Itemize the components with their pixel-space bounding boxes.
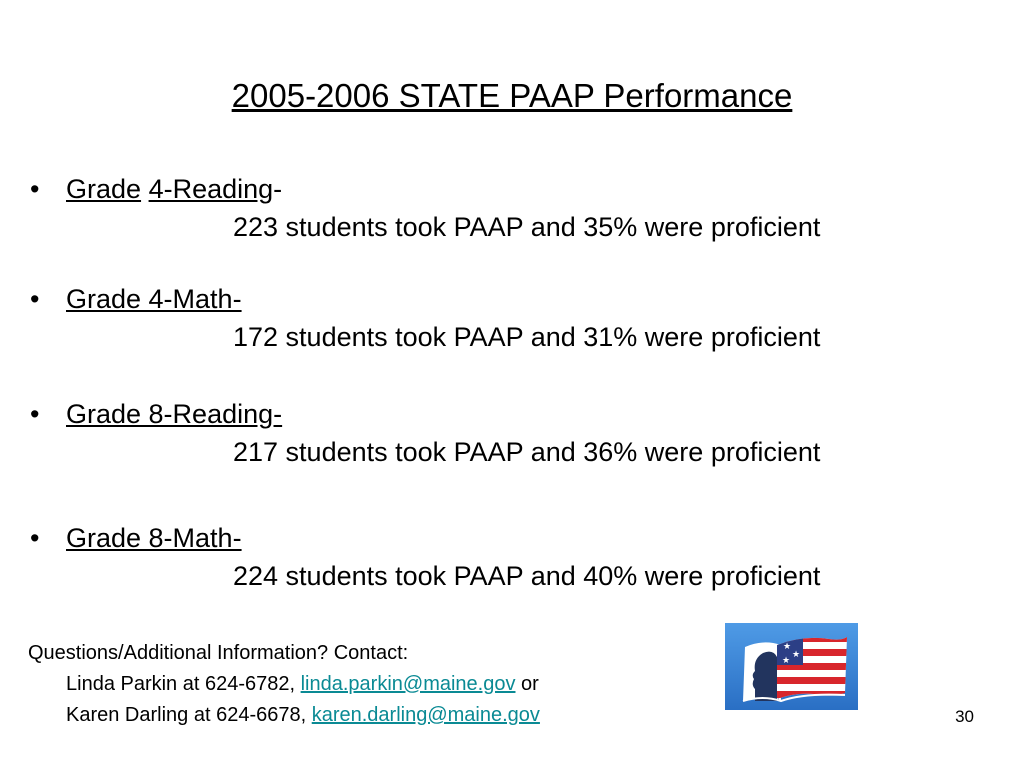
bullet-dot: • <box>30 174 40 204</box>
contact-block <box>28 638 540 731</box>
bullet-heading-suffix: - <box>273 174 283 204</box>
slide-number: 30 <box>955 707 974 726</box>
bullet-heading-line <box>30 283 242 315</box>
bullet-dot: • <box>30 284 40 314</box>
bullet-heading-grade: Grade <box>66 174 142 204</box>
email-link-parkin[interactable]: linda.parkin@maine.gov <box>300 673 516 695</box>
bullet-dot: • <box>30 523 40 553</box>
contact-darling-text: Karen Darling at 624-6678, <box>66 704 312 726</box>
contact-parkin-suffix: or <box>515 673 539 695</box>
contact-parkin-text: Linda Parkin at 624-6782, <box>66 673 301 695</box>
bullet-heading: Grade 8-Math- <box>66 523 242 553</box>
contact-line-darling <box>28 700 540 731</box>
svg-text:★: ★ <box>792 650 801 660</box>
bullet-heading-subject: 4-Reading <box>148 174 274 204</box>
contact-intro: Questions/Additional Information? Contact: <box>28 642 409 664</box>
contact-line-parkin <box>28 669 540 700</box>
bullet-detail: 224 students took PAAP and 40% were proficient <box>233 561 821 591</box>
svg-text:★: ★ <box>782 656 791 666</box>
bullet-detail: 223 students took PAAP and 35% were proficient <box>233 212 821 242</box>
bullet-detail: 217 students took PAAP and 36% were proficient <box>233 437 821 467</box>
bullet-heading-line <box>30 398 282 430</box>
slide-title: 2005-2006 STATE PAAP Performance <box>231 77 793 114</box>
bullet-detail: 172 students took PAAP and 31% were proficient <box>233 322 821 352</box>
bullet-heading: Grade 4-Math- <box>66 284 242 314</box>
flag-silhouette-logo-icon <box>725 623 858 710</box>
bullet-heading-line <box>30 173 282 205</box>
email-link-darling[interactable]: karen.darling@maine.gov <box>311 704 540 726</box>
bullet-heading-line <box>30 522 242 554</box>
bullet-dot: • <box>30 399 40 429</box>
svg-text:★: ★ <box>783 642 792 652</box>
bullet-heading: Grade 8-Reading- <box>66 399 283 429</box>
